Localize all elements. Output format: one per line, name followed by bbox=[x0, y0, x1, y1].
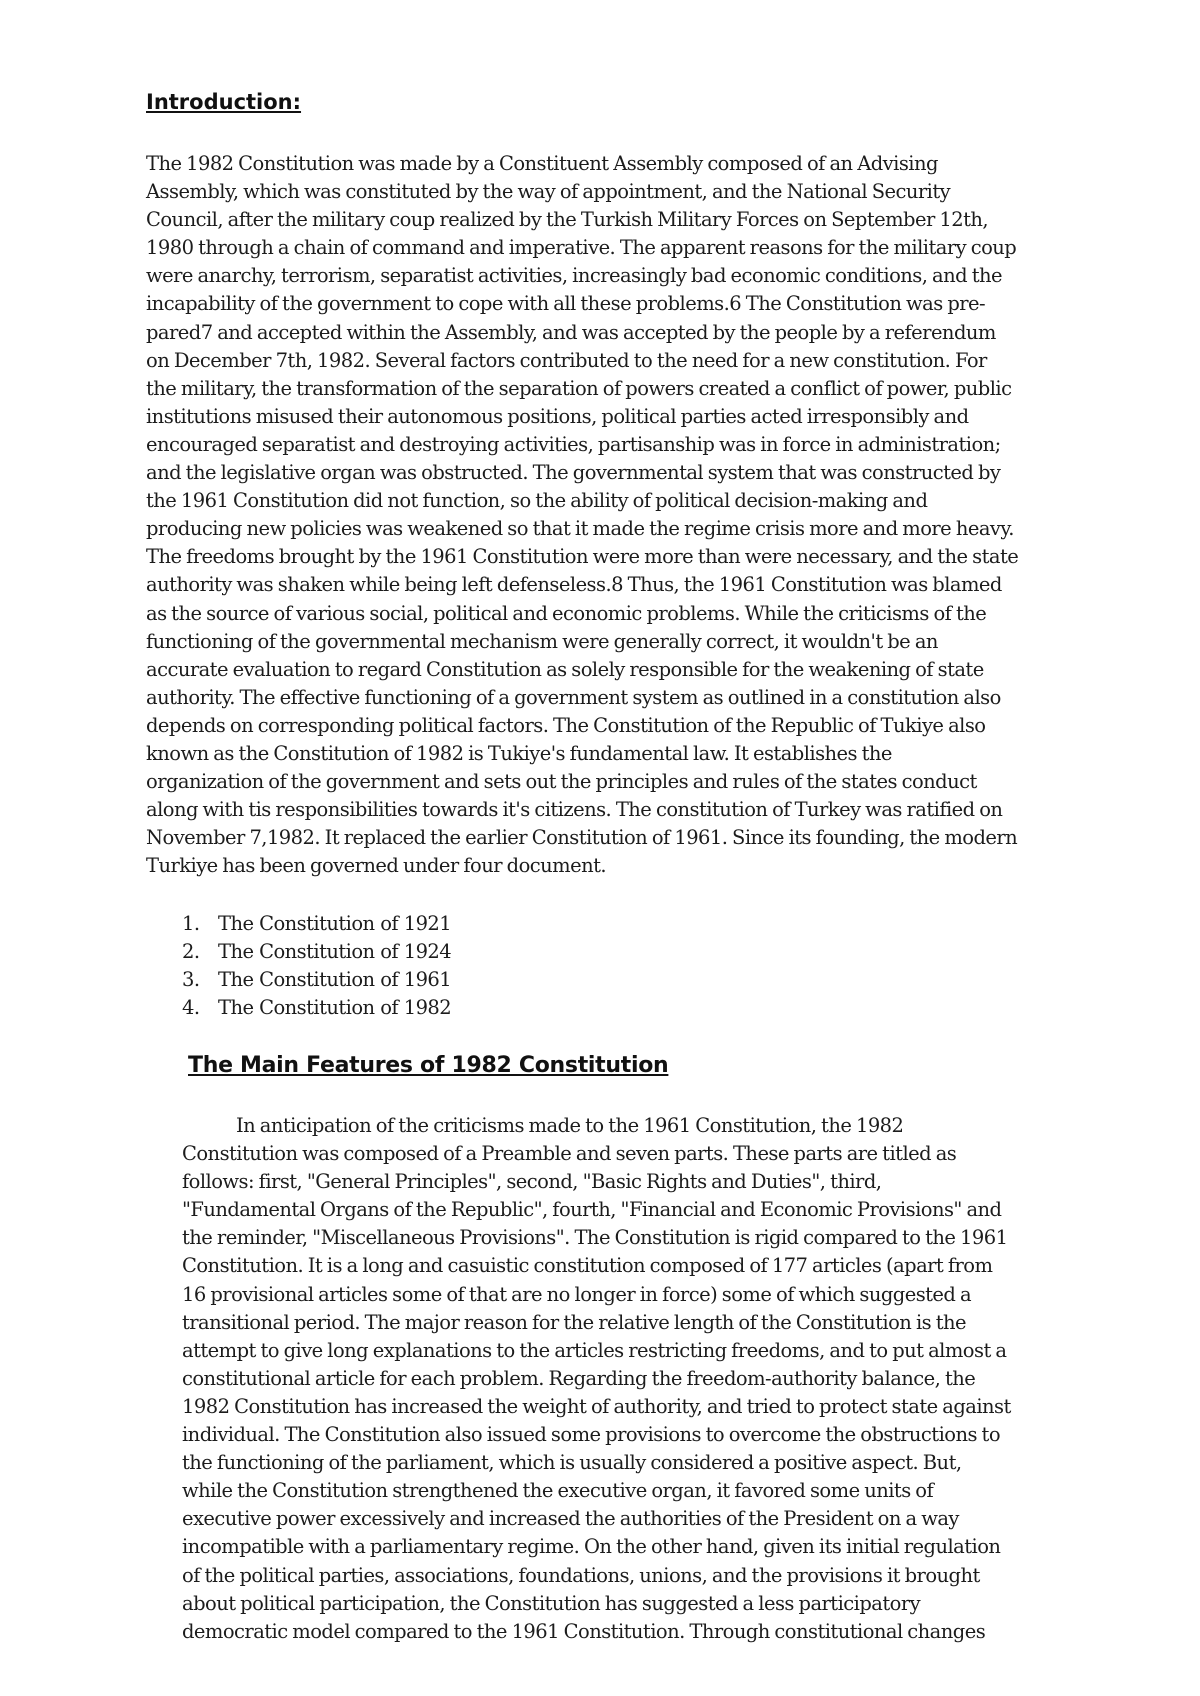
list-item bbox=[182, 910, 451, 938]
paragraph-line: the 1961 Constitution did not function, so the ability of political decision-making and bbox=[146, 489, 928, 513]
list-item-number: 2. bbox=[182, 940, 200, 964]
list-item bbox=[182, 938, 451, 966]
paragraph-line: accurate evaluation to regard Constitution as solely responsible for the weakening of state bbox=[146, 657, 984, 681]
paragraph-line: about political participation, the Constitution has suggested a less participatory bbox=[182, 1591, 921, 1615]
paragraph-line: 1982 Constitution has increased the weight of authority, and tried to protect state against bbox=[182, 1394, 1011, 1418]
paragraph-line: attempt to give long explanations to the articles restricting freedoms, and to put almost a bbox=[182, 1338, 1007, 1362]
paragraph-line: Constitution was composed of a Preamble and seven parts. These parts are titled as bbox=[182, 1142, 957, 1166]
paragraph-line: constitutional article for each problem. Regarding the freedom-authority balance, the bbox=[182, 1366, 976, 1390]
list-item-number: 1. bbox=[182, 912, 200, 935]
paragraph-line: incompatible with a parliamentary regime. On the other hand, given its initial regulation bbox=[182, 1535, 1001, 1559]
paragraph-line: individual. The Constitution also issued some provisions to overcome the obstructions to bbox=[182, 1423, 1001, 1447]
paragraph-line: Turkiye has been governed under four document. bbox=[146, 854, 607, 878]
paragraph-line: Assembly, which was constituted by the way of appointment, and the National Security bbox=[146, 180, 951, 204]
paragraph-line: the reminder, "Miscellaneous Provisions". The Constitution is rigid compared to the 1961 bbox=[182, 1226, 1008, 1250]
paragraph-line: The 1982 Constitution was made by a Constituent Assembly composed of an Advising bbox=[146, 152, 938, 175]
list-item-number: 3. bbox=[182, 968, 200, 992]
paragraph-line: 16 provisional articles some of that are no longer in force) some of which suggested a bbox=[182, 1282, 972, 1306]
list-item-text: The Constitution of 1924 bbox=[218, 940, 452, 964]
list-item bbox=[182, 966, 451, 994]
list-item-number: 4. bbox=[182, 996, 200, 1020]
paragraph-line: along with tis responsibilities towards it's citizens. The constitution of Turkey was ratified on bbox=[146, 798, 1003, 822]
paragraph-line: depends on corresponding political factors. The Constitution of the Republic of Tukiye also bbox=[146, 713, 986, 737]
paragraph-line: "Fundamental Organs of the Republic", fourth, "Financial and Economic Provisions" and bbox=[182, 1198, 1002, 1222]
paragraph-line: while the Constitution strengthened the executive organ, it favored some units of bbox=[182, 1479, 934, 1503]
paragraph-line: were anarchy, terrorism, separatist activities, increasingly bad economic conditions, and the bbox=[146, 264, 1002, 288]
paragraph-line: organization of the government and sets out the principles and rules of the states conduct bbox=[146, 770, 977, 794]
paragraph-line: incapability of the government to cope with all these problems.6 The Constitution was pre- bbox=[146, 292, 986, 316]
paragraph-line: as the source of various social, political and economic problems. While the criticisms of the bbox=[146, 601, 987, 625]
paragraph-line: authority. The effective functioning of a government system as outlined in a constitution also bbox=[146, 685, 1001, 709]
paragraph-line: democratic model compared to the 1961 Constitution. Through constitutional changes bbox=[182, 1619, 986, 1643]
paragraph-line: transitional period. The major reason for the relative length of the Constitution is the bbox=[182, 1310, 967, 1334]
paragraph-line: the military, the transformation of the separation of powers created a conflict of power, public bbox=[146, 376, 1012, 400]
paragraph-line: authority was shaken while being left defenseless.8 Thus, the 1961 Constitution was blamed bbox=[146, 573, 1002, 597]
list-item bbox=[182, 994, 451, 1022]
paragraph-line: the functioning of the parliament, which is usually considered a positive aspect. But, bbox=[182, 1451, 962, 1475]
list-item-text: The Constitution of 1982 bbox=[218, 996, 452, 1020]
main-features-paragraph bbox=[182, 1112, 1062, 1646]
introduction-heading: Introduction: bbox=[146, 90, 302, 114]
paragraph-line: 1980 through a chain of command and imperative. The apparent reasons for the military coup bbox=[146, 236, 1017, 260]
paragraph-line: and the legislative organ was obstructed. The governmental system that was constructed by bbox=[146, 461, 1001, 485]
main-features-heading: The Main Features of 1982 Constitution bbox=[188, 1053, 669, 1078]
paragraph-line: institutions misused their autonomous positions, political parties acted irresponsibly and bbox=[146, 404, 969, 428]
paragraph-line: executive power excessively and increased the authorities of the President on a way bbox=[182, 1507, 959, 1531]
list-item-text: The Constitution of 1961 bbox=[218, 968, 452, 992]
paragraph-line: Constitution. It is a long and casuistic constitution composed of 177 articles (apart from bbox=[182, 1254, 993, 1278]
paragraph-line: November 7,1982. It replaced the earlier Constitution of 1961. Since its founding, the modern bbox=[146, 826, 1018, 850]
paragraph-line: The freedoms brought by the 1961 Constitution were more than were necessary, and the state bbox=[146, 545, 1019, 569]
paragraph-line: on December 7th, 1982. Several factors contributed to the need for a new constitution. For bbox=[146, 348, 987, 372]
constitutions-list bbox=[182, 910, 451, 1022]
paragraph-line: follows: first, "General Principles", second, "Basic Rights and Duties", third, bbox=[182, 1170, 882, 1194]
paragraph-line: producing new policies was weakened so that it made the regime crisis more and more heavy. bbox=[146, 517, 1014, 541]
paragraph-line: known as the Constitution of 1982 is Tukiye's fundamental law. It establishes the bbox=[146, 741, 892, 765]
paragraph-line: encouraged separatist and destroying activities, partisanship was in force in administration; bbox=[146, 432, 1001, 456]
paragraph-line: In anticipation of the criticisms made to the 1961 Constitution, the 1982 bbox=[236, 1114, 904, 1137]
paragraph-line: of the political parties, associations, foundations, unions, and the provisions it brought bbox=[182, 1563, 980, 1587]
paragraph-line: pared7 and accepted within the Assembly, and was accepted by the people by a referendum bbox=[146, 320, 996, 344]
list-item-text: The Constitution of 1921 bbox=[218, 912, 452, 935]
paragraph-line: functioning of the governmental mechanism were generally correct, it wouldn't be an bbox=[146, 629, 938, 653]
introduction-paragraph bbox=[146, 150, 1066, 880]
paragraph-line: Council, after the military coup realized by the Turkish Military Forces on September 12th, bbox=[146, 208, 989, 232]
